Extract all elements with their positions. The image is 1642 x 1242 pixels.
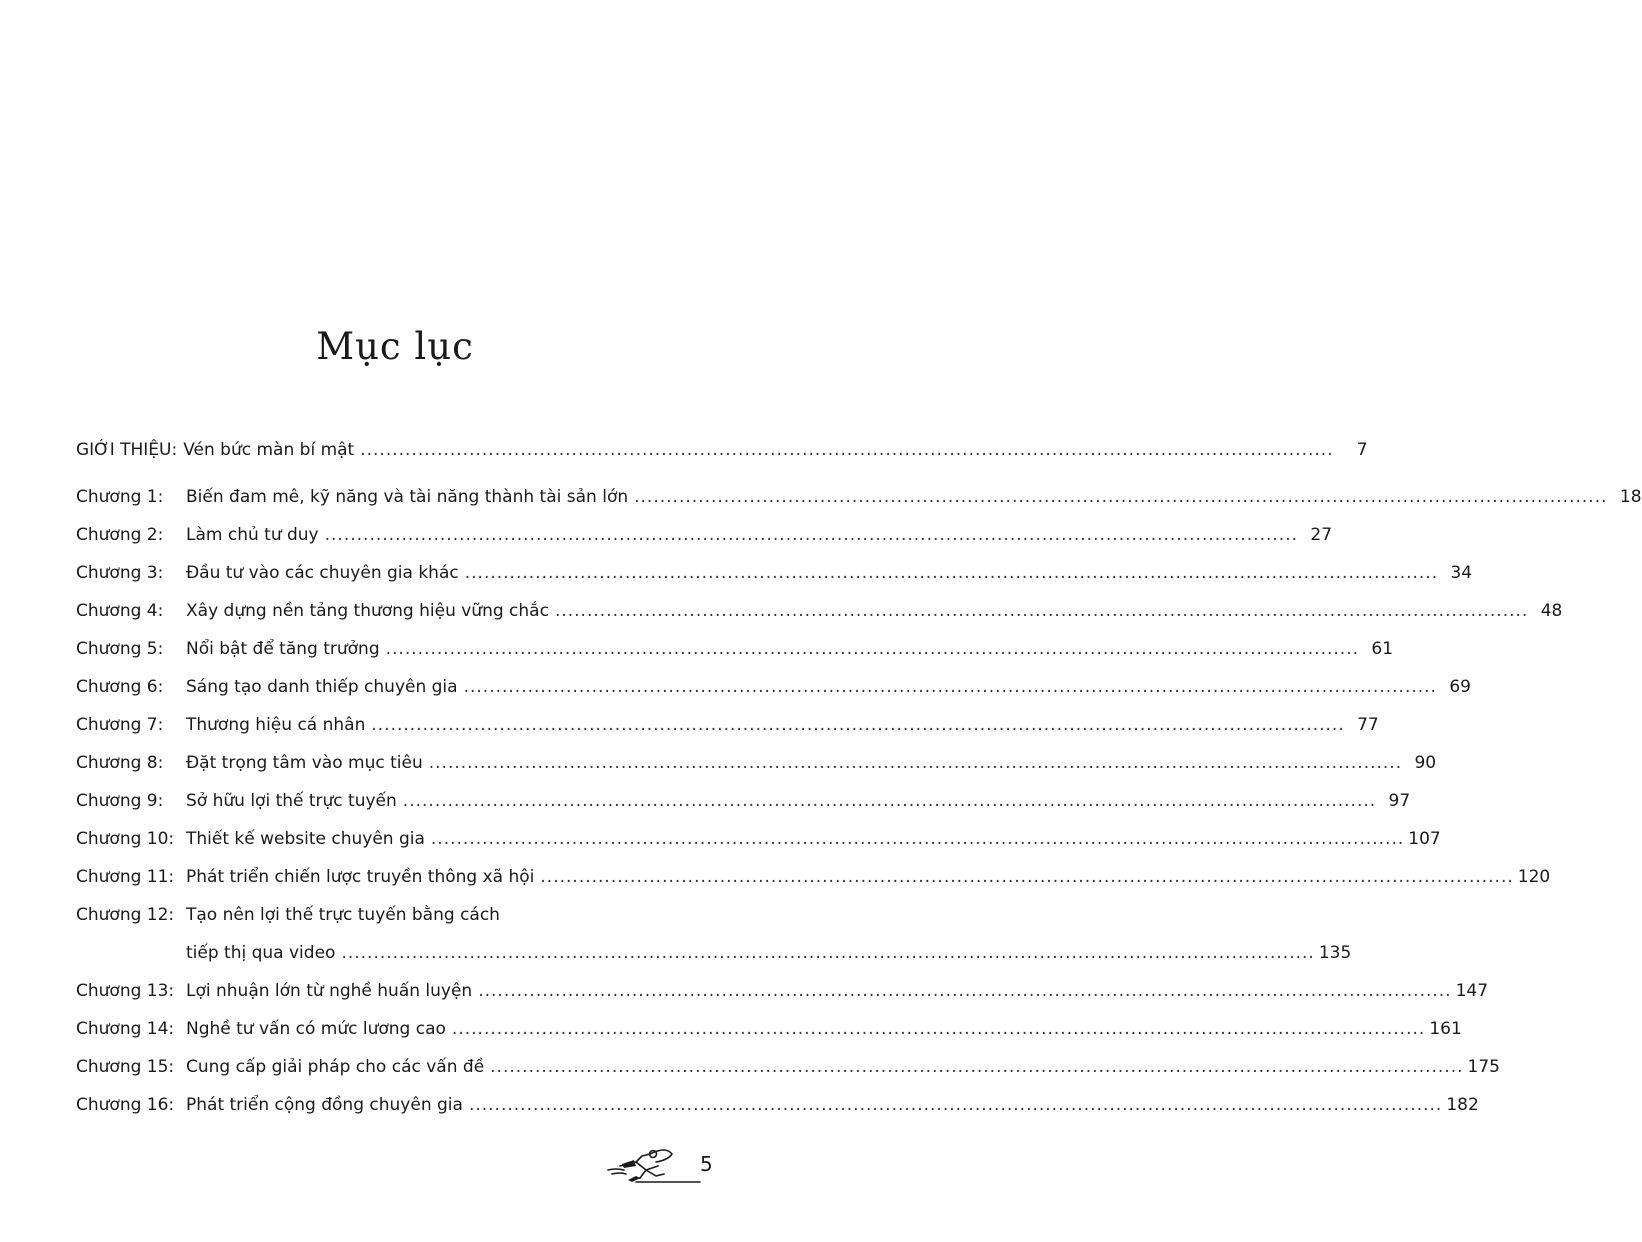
chapter-title: Phát triển chiến lược truyền thông xã hội [186, 867, 535, 887]
chapter-body [186, 744, 1436, 782]
chapter-label: Chương 5: [76, 639, 164, 659]
chapter-label: Chương 12: [76, 905, 175, 925]
toc-entry[interactable] [76, 1086, 1479, 1124]
chapter-page-number: 182 [1446, 1095, 1479, 1115]
chapter-title: Phát triển cộng đồng chuyên gia [186, 1095, 463, 1115]
chapter-label: Chương 11: [76, 867, 175, 887]
chapter-title-line [186, 820, 1441, 858]
toc-entry[interactable] [76, 858, 1551, 896]
page-number: 5 [700, 1152, 713, 1176]
chapter-page-number: 135 [1318, 943, 1352, 963]
chapter-title: Thiết kế website chuyên gia [186, 829, 425, 849]
chapter-page-number: 120 [1517, 867, 1551, 887]
chapter-label: Chương 1: [76, 487, 164, 507]
toc-entry[interactable] [76, 782, 1411, 820]
chapter-title-line [186, 972, 1488, 1010]
chapter-body [186, 1010, 1462, 1048]
toc-leader-dots [371, 706, 1344, 744]
chapter-body [186, 782, 1410, 820]
chapter-body [186, 516, 1332, 554]
chapter-title-line [186, 706, 1379, 744]
chapter-body [186, 592, 1562, 630]
toc-entry[interactable] [76, 668, 1471, 706]
chapter-page-number: 161 [1429, 1019, 1462, 1039]
chapter-page-number: 48 [1540, 601, 1563, 621]
toc-entry[interactable] [76, 744, 1437, 782]
chapter-title: Thương hiệu cá nhân [186, 715, 366, 735]
chapter-title-line [186, 1048, 1500, 1086]
running-figure-icon [606, 1148, 706, 1186]
chapter-body [186, 478, 1642, 516]
toc-entry[interactable] [76, 478, 1642, 516]
chapter-label: Chương 13: [76, 981, 175, 1001]
chapter-body [186, 630, 1393, 668]
chapter-title: Xây dựng nền tảng thương hiệu vững chắc [186, 601, 549, 621]
chapter-title: Đặt trọng tâm vào mục tiêu [186, 753, 423, 773]
toc-leader-dots [429, 744, 1402, 782]
chapter-label: Chương 10: [76, 829, 175, 849]
toc-leader-dots [386, 630, 1359, 668]
toc-leader-dots [469, 1086, 1442, 1124]
toc-intro-page: 7 [1356, 440, 1368, 460]
chapter-title: tiếp thị qua video [186, 943, 336, 963]
chapter-label: Chương 6: [76, 677, 164, 697]
toc-entry[interactable] [76, 630, 1394, 668]
chapter-body [186, 1086, 1479, 1124]
chapter-title-line [186, 896, 1351, 934]
chapter-title: Biến đam mê, kỹ năng và tài năng thành tài sản lớn [186, 487, 629, 507]
chapter-label: Chương 4: [76, 601, 164, 621]
chapter-page-number: 147 [1455, 981, 1489, 1001]
chapter-label: Chương 9: [76, 791, 164, 811]
chapter-title-line [186, 668, 1471, 706]
chapter-title-line [186, 478, 1642, 516]
chapter-page-number: 34 [1450, 563, 1473, 583]
toc-entry[interactable] [76, 896, 1352, 972]
chapter-title: Nổi bật để tăng trưởng [186, 639, 380, 659]
chapter-title: Làm chủ tư duy [186, 525, 319, 545]
chapter-title-line [186, 858, 1550, 896]
chapter-body [186, 820, 1441, 858]
chapter-body [186, 1048, 1500, 1086]
chapter-label: Chương 7: [76, 715, 164, 735]
toc-entry[interactable] [76, 592, 1563, 630]
chapter-label: Chương 8: [76, 753, 164, 773]
chapter-body [186, 706, 1379, 744]
chapter-title-line [186, 782, 1410, 820]
chapter-label: Chương 3: [76, 563, 164, 583]
chapter-title: Sở hữu lợi thế trực tuyến [186, 791, 397, 811]
toc-leader-dots [634, 478, 1607, 516]
page-title: Mục lục [316, 324, 474, 368]
chapter-label: Chương 2: [76, 525, 164, 545]
chapter-title: Sáng tạo danh thiếp chuyên gia [186, 677, 458, 697]
chapter-page-number: 90 [1414, 753, 1437, 773]
chapter-title-line [186, 1086, 1479, 1124]
chapter-label: Chương 16: [76, 1095, 175, 1115]
toc-leader-dots [452, 1010, 1425, 1048]
chapter-title: Lợi nhuận lớn từ nghề huấn luyện [186, 981, 473, 1001]
chapter-page-number: 175 [1467, 1057, 1500, 1077]
table-of-contents [76, 440, 1642, 1124]
toc-entry[interactable] [76, 820, 1441, 858]
chapter-page-number: 27 [1310, 525, 1333, 545]
chapter-title-line [186, 516, 1332, 554]
toc-leader-dots [431, 820, 1404, 858]
chapter-title: Tạo nên lợi thế trực tuyến bằng cách [186, 905, 500, 925]
toc-leader-dots [341, 934, 1314, 972]
toc-entry[interactable] [76, 554, 1473, 592]
toc-entry[interactable] [76, 516, 1333, 554]
toc-intro[interactable] [76, 440, 1368, 478]
chapter-page-number: 97 [1388, 791, 1411, 811]
chapter-body [186, 668, 1471, 706]
toc-entry[interactable] [76, 972, 1489, 1010]
toc-intro-label: GIỚI THIỆU: [76, 440, 178, 460]
toc-entry[interactable] [76, 1010, 1462, 1048]
toc-entries [76, 478, 1642, 1124]
chapter-page-number: 77 [1357, 715, 1379, 735]
chapter-title: Cung cấp giải pháp cho các vấn đề [186, 1057, 485, 1077]
chapter-title: Nghề tư vấn có mức lương cao [186, 1019, 446, 1039]
chapter-title-line [186, 1010, 1462, 1048]
chapter-title-line [186, 554, 1472, 592]
toc-leader-dots [555, 592, 1528, 630]
toc-leader-dots [490, 1048, 1463, 1086]
chapter-page-number: 18 [1619, 487, 1642, 507]
toc-leader-dots [325, 516, 1298, 554]
toc-intro-title: Vén bức màn bí mật [183, 440, 355, 460]
chapter-page-number: 107 [1408, 829, 1441, 849]
chapter-title-line [186, 630, 1393, 668]
chapter-label: Chương 15: [76, 1057, 175, 1077]
toc-entry[interactable] [76, 1048, 1500, 1086]
chapter-body [186, 858, 1550, 896]
chapter-body [186, 554, 1472, 592]
toc-entry[interactable] [76, 706, 1379, 744]
toc-leader-dots [465, 554, 1438, 592]
chapter-label: Chương 14: [76, 1019, 175, 1039]
chapter-body [186, 896, 1351, 972]
chapter-page-number: 61 [1371, 639, 1394, 659]
page-footer [606, 1148, 716, 1188]
toc-leader-dots [478, 972, 1451, 1010]
chapter-title: Đầu tư vào các chuyên gia khác [186, 563, 459, 583]
toc-leader-dots [403, 782, 1376, 820]
chapter-page-number: 69 [1449, 677, 1471, 697]
chapter-title-line [186, 934, 1351, 972]
chapter-title-line [186, 592, 1562, 630]
toc-leader-dots [360, 440, 1333, 460]
toc-leader-dots [464, 668, 1437, 706]
chapter-title-line [186, 744, 1436, 782]
toc-leader-dots [540, 858, 1513, 896]
chapter-body [186, 972, 1488, 1010]
